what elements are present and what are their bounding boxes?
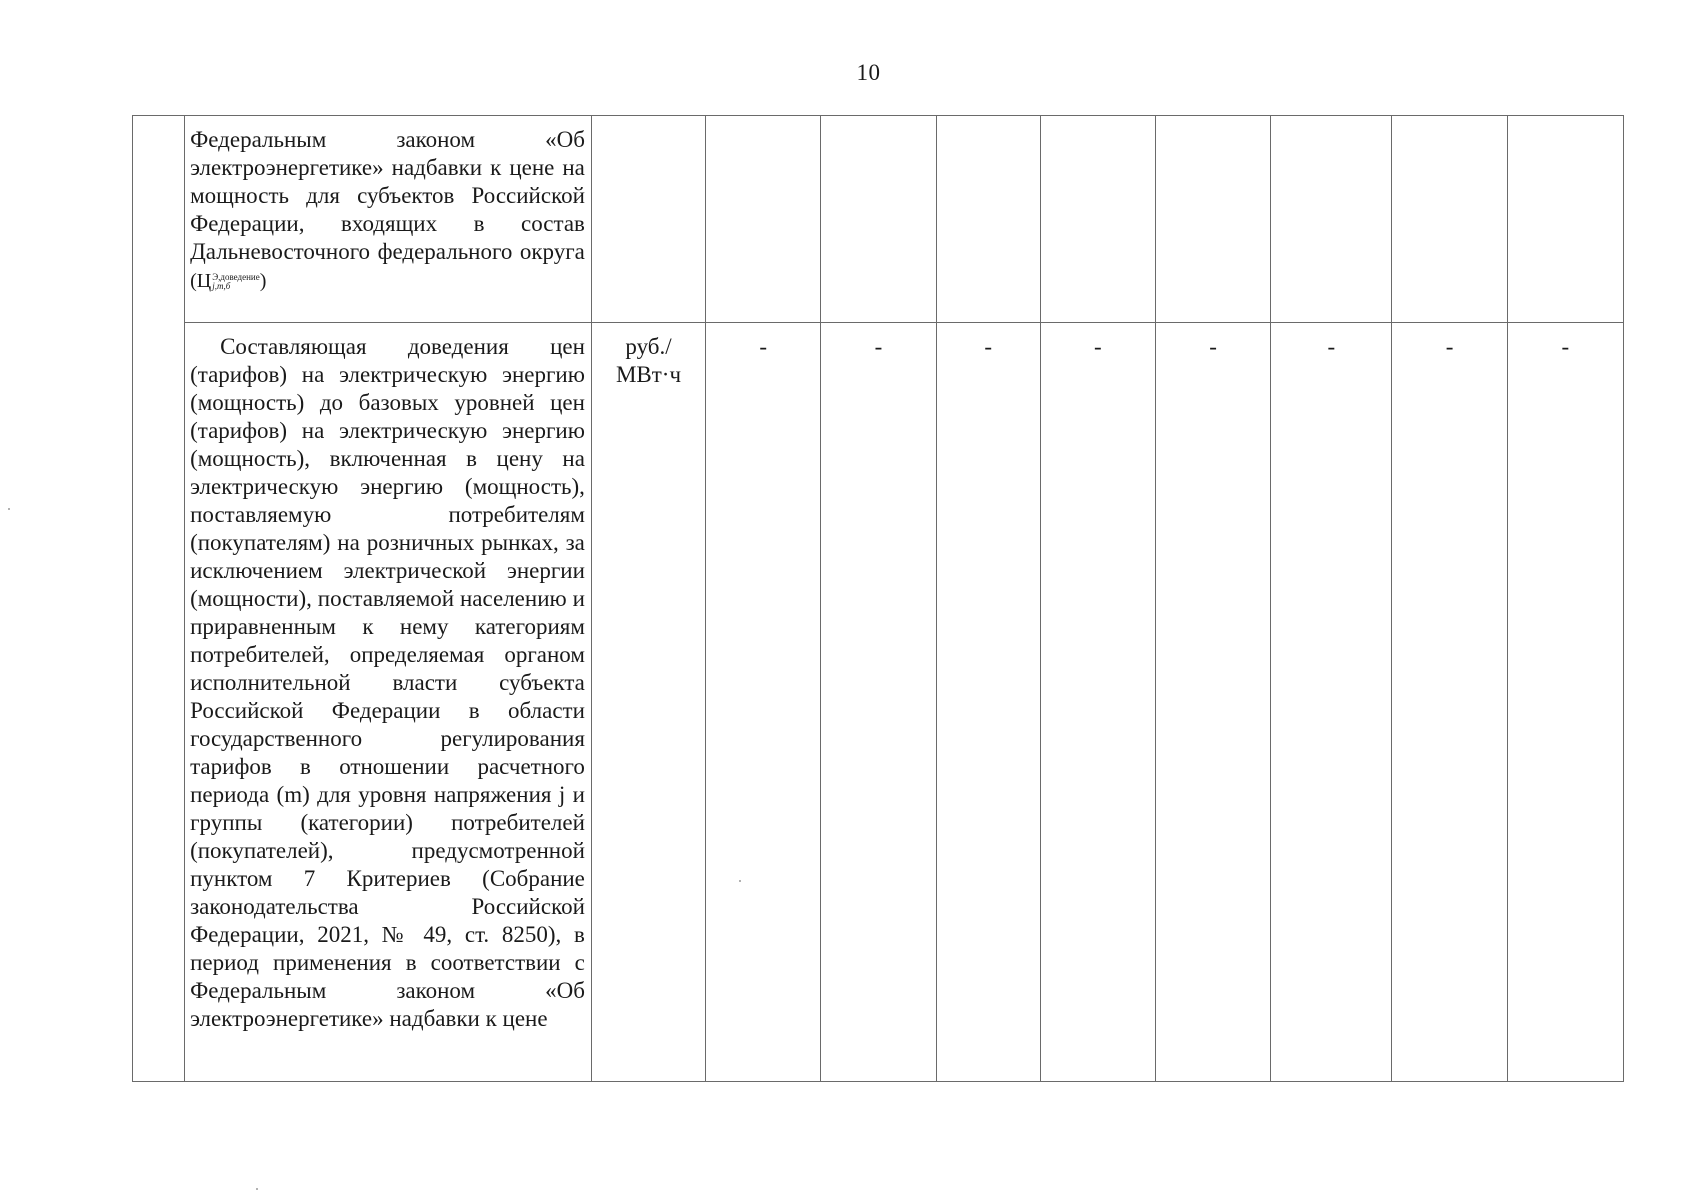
value-cell	[1392, 116, 1507, 323]
value-cell: -	[1040, 323, 1155, 1082]
unit-cell	[591, 323, 705, 1082]
description-text: Федеральным законом «Об электроэнергетике» надбавки к цене на мощность для субъектов Российской Федерации, входящих в состав Дальневосточного федерального округа	[190, 127, 585, 264]
scan-speck	[256, 1188, 258, 1190]
value-cell	[1155, 116, 1270, 323]
description-cell	[185, 116, 592, 323]
value-cell	[1507, 116, 1623, 323]
value-cell	[936, 116, 1040, 323]
formula-superscript: Э,доведение	[212, 272, 260, 283]
value-cell: -	[1507, 323, 1623, 1082]
number-cell	[133, 116, 185, 1082]
tariff-table	[132, 115, 1624, 1082]
value-cell: -	[1271, 323, 1392, 1082]
value-cell	[706, 116, 821, 323]
description-text: Составляющая доведения цен (тарифов) на электрическую энергию (мощность) до базовых уровней цен (тарифов) на электрическую энергию (мощность), включенная в цену на электрическую энергию (мощность), поставляемую потребителям (покупателям) на розничных рынках, за исключением электрической энергии (мощности), поставляемой населению и приравненным к нему категориям потребителей, определяемая органом исполнительной власти субъекта Российской Федерации в области государственного регулирования тарифов в отношении расчетного периода (m) для уровня напряжения j и группы (категории) потребителей (покупателей), предусмотренной пунктом 7 Критериев (Собрание законодательства Российской Федерации, 2021, № 49, ст. 8250), в период применения в соответствии с Федеральным законом «Об электроэнергетике» надбавки к цене	[190, 334, 585, 1031]
unit-cell	[591, 116, 705, 323]
value-cell: -	[706, 323, 821, 1082]
table-row	[133, 323, 1624, 1082]
value-cell: -	[1392, 323, 1507, 1082]
unit-line-2: МВт·ч	[615, 362, 682, 387]
value-cell: -	[1155, 323, 1270, 1082]
unit-line-1: руб./	[625, 334, 672, 359]
price-formula: (Ц Э,доведение j,m,б )	[190, 270, 267, 292]
formula-subscript: j,m,б	[212, 281, 231, 292]
scan-speck	[739, 880, 741, 882]
value-cell: -	[936, 323, 1040, 1082]
value-cell	[1271, 116, 1392, 323]
value-cell	[821, 116, 936, 323]
description-cell	[185, 323, 592, 1082]
value-cell	[1040, 116, 1155, 323]
scan-speck	[8, 508, 10, 510]
table-row	[133, 116, 1624, 323]
page-number: 10	[856, 60, 881, 85]
value-cell: -	[821, 323, 936, 1082]
